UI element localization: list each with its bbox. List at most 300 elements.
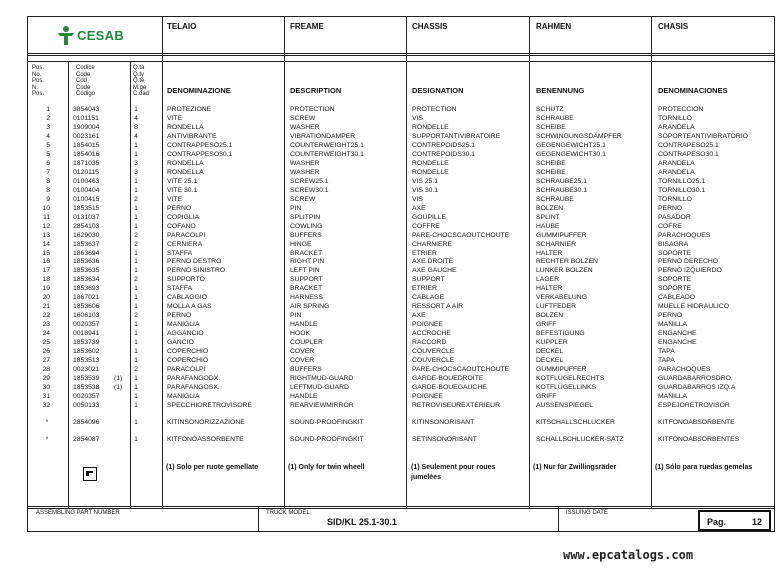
cell-en: SCREW25.1 — [290, 177, 329, 185]
cell-fr: VIS — [412, 114, 423, 122]
cell-en: BRACKET — [290, 285, 323, 293]
cell-code: 0023021 — [73, 366, 100, 374]
table-row — [28, 249, 776, 258]
cell-en: SCREW30.1 — [290, 186, 329, 194]
code-header: Codice Code Cod Code Código — [76, 65, 96, 98]
cell-es: CONTRAPESO30.1 — [658, 150, 719, 158]
cell-qty: 1 — [134, 222, 138, 230]
table-row — [28, 141, 776, 150]
manual-book-icon — [83, 467, 97, 481]
cell-code: 1853602 — [73, 348, 100, 356]
cell-code: 1871035 — [73, 159, 100, 167]
cell-en: COUPLER — [290, 339, 323, 347]
cell-note: (1) — [114, 384, 123, 392]
sheet-footer — [27, 506, 775, 532]
cell-qty: 1 — [134, 401, 138, 409]
cell-it: STAFFA — [167, 285, 193, 293]
table-row — [28, 195, 776, 204]
cell-es: PROTECCION — [658, 106, 704, 113]
cell-it: CABLAGGIO — [167, 294, 208, 302]
cell-it: PROTEZIONE — [167, 106, 212, 113]
cesab-logo — [56, 25, 134, 49]
cell-es: ARANDELA — [658, 168, 695, 176]
cell-de: GEGENGEWICHT25.1 — [536, 141, 606, 149]
table-row — [28, 320, 776, 329]
cell-it: SUPPORTO — [167, 276, 205, 284]
cell-de: HAUBE — [536, 222, 560, 230]
cell-qty: 1 — [134, 106, 138, 113]
cell-code: 0023161 — [73, 132, 100, 140]
cell-fr: COUVERCLE — [412, 348, 455, 356]
qty-header: Q.tà Q.ty Q.té M.ge C.dad — [133, 65, 150, 98]
cell-en: HARNESS — [290, 294, 323, 302]
footnote-fr: (1) Seulement pour roues jumelées — [411, 464, 496, 481]
cell-es: SOPORTEANTIVIBRATORIO — [658, 132, 748, 140]
cell-code: 1853539 — [73, 375, 100, 383]
cell-it: COPIGLIA — [167, 213, 200, 221]
cell-qty: 1 — [134, 186, 138, 194]
cell-fr: AXE GAUCHE — [412, 267, 457, 275]
cell-es: ENGANCHE — [658, 339, 697, 347]
cell-code: 1853635 — [73, 267, 100, 275]
cell-code: 1853606 — [73, 303, 100, 311]
cell-es: PERNO DERECHO — [658, 258, 719, 266]
cell-fr: AXE — [412, 312, 426, 320]
table-row — [28, 311, 776, 320]
cell-it: CONTRAPPESO25.1 — [167, 141, 233, 149]
cell-qty: 2 — [134, 195, 138, 203]
cell-de: GUMMIPUFFER — [536, 231, 587, 239]
table-row — [28, 204, 776, 213]
cell-pos: 31 — [42, 393, 50, 400]
table-row — [28, 132, 776, 141]
cell-es: TAPA — [658, 348, 675, 356]
cell-de: BOLZEN — [536, 204, 564, 212]
cell-code: 0050133 — [73, 401, 100, 409]
cell-pos: 14 — [42, 240, 50, 248]
cell-pos: 22 — [42, 312, 50, 320]
cell-it: PARACOLPI — [167, 366, 206, 374]
table-row — [28, 123, 776, 132]
cell-es: SOPORTE — [658, 285, 692, 293]
cell-en: WASHER — [290, 123, 320, 131]
cell-pos: 25 — [42, 339, 50, 347]
cell-fr: AXE — [412, 204, 426, 212]
cell-code: 0131037 — [73, 213, 100, 221]
cell-pos: 8 — [46, 177, 50, 185]
cell-en: SCREW — [290, 195, 316, 203]
table-row — [28, 356, 776, 365]
table-row — [28, 231, 776, 240]
header-divider-3 — [28, 61, 774, 62]
cell-it: VITE — [167, 114, 183, 122]
watermark: www.epcatalogs.com — [563, 548, 694, 562]
cell-code: 1853513 — [73, 357, 100, 365]
table-row — [28, 293, 776, 302]
cell-code: 1863694 — [73, 249, 100, 257]
table-row — [28, 105, 776, 114]
table-row — [28, 383, 776, 392]
cell-es: GUARDABARROS IZQ.A — [658, 384, 736, 392]
cell-fr: POIGNEE — [412, 321, 443, 329]
cell-de: HALTER — [536, 249, 563, 257]
cell-qty: 1 — [134, 357, 138, 365]
cell-fr: SUPPORT — [412, 276, 445, 284]
cell-fr: RONDELLE — [412, 168, 449, 176]
cell-code: 1606103 — [73, 312, 100, 320]
cell-de: BEFESTIGUNG — [536, 330, 585, 338]
table-row — [28, 275, 776, 284]
cell-es: TORNILLO — [658, 114, 692, 122]
cell-de: SCHRAUBE — [536, 195, 574, 203]
cell-en: COVER — [290, 348, 315, 356]
cell-qty: 1 — [134, 339, 138, 347]
cell-qty: 8 — [134, 123, 138, 131]
cell-de: LUFTFEDER — [536, 303, 577, 311]
cell-fr: GARDE-BOUEDROITE — [412, 375, 484, 383]
cell-de: KOTFLÜGELLINKS — [536, 384, 597, 392]
cell-code: 0020357 — [73, 321, 100, 329]
cell-de: AUSSENSPIEGEL — [536, 401, 594, 409]
cell-de: HALTER — [536, 285, 563, 293]
cell-it: RONDELLA — [167, 159, 204, 167]
lang-french: CHASSIS — [412, 22, 448, 31]
cell-en: WASHER — [290, 159, 320, 167]
cell-it: VITE — [167, 195, 183, 203]
header-divider — [28, 53, 774, 54]
cell-pos: 7 — [46, 168, 50, 176]
cell-de: SCHEIBE — [536, 123, 566, 131]
cell-pos: 10 — [42, 204, 50, 212]
cell-code: 1909004 — [73, 123, 100, 131]
cell-fr: RESSORT A AIR — [412, 303, 464, 311]
cell-qty: 2 — [134, 231, 138, 239]
cell-fr: RONDELLE — [412, 159, 449, 167]
footer-divider-1 — [258, 507, 259, 531]
cell-en: VIBRATIONDAMPER — [290, 132, 356, 140]
cell-it: PERNO — [167, 312, 192, 320]
cell-qty: 1 — [134, 294, 138, 302]
cell-code: 1853515 — [73, 204, 100, 212]
cell-it: VITE 25.1 — [167, 177, 198, 185]
cell-code: 1867021 — [73, 294, 100, 302]
cell-fr: AXE DROITE — [412, 258, 454, 266]
table-row — [28, 266, 776, 275]
cell-pos: 28 — [42, 366, 50, 374]
cell-es: ENGANCHE — [658, 330, 697, 338]
cell-code: 1853538 — [73, 384, 100, 392]
cell-de: VERKABELUNG — [536, 294, 587, 302]
cell-de: GRIFF — [536, 321, 557, 329]
footnote-it: (1) Solo per ruote gemellate — [166, 464, 259, 471]
cell-de: SCHEIBE — [536, 168, 566, 176]
cell-pos: 17 — [42, 267, 50, 275]
header-divider-2 — [28, 55, 774, 56]
footnote-de: (1) Nur für Zwillingsräder — [533, 464, 617, 471]
lang-german: RAHMEN — [536, 22, 572, 31]
denomination-header-de: BENENNUNG — [536, 86, 585, 95]
cell-it: ANTIVIBRANTE — [167, 132, 217, 140]
cell-code: 0120115 — [73, 168, 99, 176]
cell-fr: GARDE-BOUEGAUCHE — [412, 384, 487, 392]
cell-de: SCHWINGUNGSDÄMPFER — [536, 132, 622, 140]
cell-it: SPECCHIORETROVISORE — [167, 401, 252, 409]
cell-qty: 3 — [134, 159, 138, 167]
cell-pos: 18 — [42, 276, 50, 284]
cell-en: COUNTERWEIGHT25.1 — [290, 141, 364, 149]
table-row — [28, 114, 776, 123]
cell-es: CONTRAPESO25.1 — [658, 141, 719, 149]
table-row — [28, 374, 776, 383]
cell-es: SOPORTE — [658, 249, 692, 257]
cell-fr: CABLAGE — [412, 294, 445, 302]
cell-es: MANILLA — [658, 393, 688, 400]
cell-fr: GOUPILLE — [412, 213, 446, 221]
table-row — [28, 302, 776, 311]
footnote-en: (1) Only for twin wheell — [288, 464, 365, 471]
cell-fr: SUPPORTANTIVIBRATOIRE — [412, 132, 501, 140]
cell-en: SPLITPIN — [290, 213, 321, 221]
footnote-es: (1) Sólo para ruedas gemelas — [655, 464, 753, 471]
cell-qty: 1 — [134, 141, 138, 149]
cell-it: VITE 30.1 — [167, 186, 198, 194]
table-row — [28, 168, 776, 177]
cell-fr: PROTECTION — [412, 106, 457, 113]
cell-en: HANDLE — [290, 321, 318, 329]
cell-code: 1853693 — [73, 285, 100, 293]
lang-english: FREAME — [290, 22, 324, 31]
cell-es: PERNO — [658, 312, 683, 320]
footer-divider-2 — [558, 507, 559, 531]
cell-note: (1) — [114, 375, 123, 383]
cell-de: SCHRAUBE30.1 — [536, 186, 587, 194]
cell-en: BUFFERS — [290, 366, 322, 374]
cell-code: 1853636 — [73, 258, 100, 266]
table-row — [28, 240, 776, 249]
cell-qty: 1 — [134, 177, 138, 185]
cell-pos: 29 — [42, 375, 50, 383]
cell-pos: 30 — [42, 384, 50, 392]
cell-qty: 4 — [134, 114, 138, 122]
cell-en: WASHER — [290, 168, 320, 176]
cell-es: GUARDABARROSDRO. — [658, 375, 733, 383]
cell-code: 0100463 — [73, 177, 100, 185]
cell-code: 0018941 — [73, 330, 100, 338]
cell-es: PARACHOQUES — [658, 366, 711, 374]
cell-it: PERNO SINISTRO — [167, 267, 226, 275]
cell-de: SCHEIBE — [536, 159, 566, 167]
cell-en: SCREW — [290, 114, 316, 122]
cell-fr: VIS — [412, 195, 423, 203]
cell-it: PARAFANGOSX. — [167, 384, 220, 392]
cell-en: COUNTERWEIGHT30.1 — [290, 150, 364, 158]
cell-qty: 1 — [134, 285, 138, 293]
cell-en: COVER — [290, 357, 315, 365]
cell-es: TORNILLO30.1 — [658, 186, 706, 194]
cell-code: 1853637 — [73, 240, 100, 248]
cell-es: ARANDELA — [658, 159, 695, 167]
cell-pos: 27 — [42, 357, 50, 365]
cell-fr: PARE-CHOCSCAOUTCHOUTE — [412, 366, 510, 374]
cell-qty: 1 — [134, 150, 138, 158]
cell-de: GUMMIPUFFER — [536, 366, 587, 374]
cell-fr: ACCROCHE — [412, 330, 451, 338]
cell-qty: 1 — [134, 393, 138, 400]
pos-header: Pos. No. Pos. N. Pos. — [32, 65, 45, 98]
cell-it: COPERCHIO — [167, 357, 209, 365]
cell-en: HOOK — [290, 330, 311, 338]
cell-en: RIGHTMUD-GUARD — [290, 375, 354, 383]
cell-es: PERNO — [658, 204, 683, 212]
truck-model-label: TRUCK MODEL — [266, 510, 310, 516]
cell-en: REARVIEWMIRROR — [290, 401, 354, 409]
cell-pos: 9 — [46, 195, 50, 203]
cell-en: PROTECTION — [290, 106, 335, 113]
cell-code: 1854015 — [73, 141, 100, 149]
table-row — [28, 338, 776, 347]
table-row — [28, 401, 776, 410]
cell-es: MUELLE HIDRAULICO — [658, 303, 730, 311]
table-row — [28, 222, 776, 231]
cell-it: MOLLA A GAS — [167, 303, 212, 311]
cell-it: PARAFANGODX. — [167, 375, 221, 383]
cell-it: CONTRAPPESO30.1 — [167, 150, 233, 158]
cell-pos: 2 — [46, 114, 50, 122]
cell-it: PARACOLPI — [167, 231, 206, 239]
cell-fr: VIS 30.1 — [412, 186, 439, 194]
cell-qty: 1 — [134, 267, 138, 275]
kit-row: * 2854096 1 KITINSONORIZZAZIONE SOUND-PROOFINGKIT KITINSONORISANT KITSCHALLSCHLUCKER KITFONOABSORBENTE — [45, 419, 735, 426]
cell-code: 3854043 — [73, 106, 100, 113]
cell-de: DECKEL — [536, 357, 564, 365]
cell-fr: COUVERCLE — [412, 357, 455, 365]
cell-qty: 1 — [134, 348, 138, 356]
cell-code: 1629030 — [73, 231, 100, 239]
brand-name: CESAB — [77, 28, 125, 43]
cell-pos: 3 — [46, 123, 50, 131]
cell-it: AGGANCIO — [167, 330, 204, 338]
denomination-header-it: DENOMINAZIONE — [167, 86, 231, 95]
cell-de: DECKEL — [536, 348, 564, 356]
cell-qty: 1 — [134, 375, 138, 383]
cell-it: CERNIERA — [167, 240, 203, 248]
page-number: 12 — [751, 517, 762, 527]
cell-it: MANIGLIA — [167, 321, 200, 329]
cell-en: BUFFERS — [290, 231, 322, 239]
cell-qty: 1 — [134, 330, 138, 338]
cell-fr: VIS 25.1 — [412, 177, 439, 185]
cell-pos: 5 — [46, 150, 50, 158]
cell-qty: 1 — [134, 258, 138, 266]
table-row — [28, 186, 776, 195]
cell-it: GANCIO — [167, 339, 194, 347]
cell-code: 0100404 — [73, 186, 100, 194]
cell-code: 2854103 — [73, 222, 100, 230]
table-row — [28, 347, 776, 356]
cell-de: SCHUTZ — [536, 106, 564, 113]
page-label: Pag. — [707, 517, 727, 527]
cell-code: 0020357 — [73, 393, 100, 400]
cell-de: KUPPLER — [536, 339, 568, 347]
cell-code: 1854016 — [73, 150, 100, 158]
cell-qty: 4 — [134, 132, 138, 140]
cell-qty: 2 — [134, 276, 138, 284]
cell-pos: 5 — [46, 141, 50, 149]
cell-pos: 15 — [42, 249, 50, 257]
cell-es: TORNILLO25.1 — [658, 177, 706, 185]
cell-pos: 19 — [42, 285, 50, 293]
cell-es: PASADOR — [658, 213, 691, 221]
cell-fr: COFFRE — [412, 222, 440, 230]
cell-en: PIN — [290, 204, 302, 212]
cell-code: 1853634 — [73, 276, 100, 284]
page-number-box — [698, 510, 771, 531]
cell-es: ESPEJORETROVISOR — [658, 401, 730, 409]
cell-it: PERNO DESTRO — [167, 258, 222, 266]
cell-fr: RACCORD — [412, 339, 447, 347]
cell-es: CABLEADO — [658, 294, 696, 302]
cell-qty: 3 — [134, 168, 138, 176]
cell-fr: CONTREPOIDS25.1 — [412, 141, 476, 149]
cell-it: PERNO — [167, 204, 192, 212]
cell-en: LEFTMUD-GUARD — [290, 384, 349, 392]
table-row — [28, 177, 776, 186]
cell-qty: 1 — [134, 384, 138, 392]
cell-es: PARACHOQUES — [658, 231, 711, 239]
cell-fr: POIGNEE — [412, 393, 443, 400]
cell-es: TAPA — [658, 357, 675, 365]
table-row — [28, 213, 776, 222]
cell-fr: PARE-CHOCSCAOUTCHOUTE — [412, 231, 510, 239]
cell-fr: RONDELLE — [412, 123, 449, 131]
table-row — [28, 159, 776, 168]
assembling-part-number-label: ASSEMBLING PART NUMBER — [36, 510, 120, 516]
cell-pos: 32 — [42, 401, 50, 409]
cell-qty: 1 — [134, 213, 138, 221]
cell-en: LEFT PIN — [290, 267, 320, 275]
cell-en: RIGHT PIN — [290, 258, 325, 266]
cell-de: GRIFF — [536, 393, 557, 400]
cell-qty: 1 — [134, 204, 138, 212]
cell-es: PERNO IZQUIERDO — [658, 267, 722, 275]
cell-de: SCHARNIER — [536, 240, 577, 248]
cell-pos: 21 — [42, 303, 50, 311]
cell-es: COFRE — [658, 222, 682, 230]
cell-fr: CHARNIERE — [412, 240, 453, 248]
cell-pos: 24 — [42, 330, 50, 338]
cell-qty: 1 — [134, 249, 138, 257]
lang-italian: TELAIO — [167, 22, 197, 31]
cell-es: ARANDELA — [658, 123, 695, 131]
cell-it: COFANO — [167, 222, 196, 230]
cell-es: BISAGRA — [658, 240, 689, 248]
table-row — [28, 284, 776, 293]
cell-en: HINGE — [290, 240, 312, 248]
cesab-figure-icon — [56, 25, 76, 47]
parts-table — [28, 105, 776, 410]
cell-qty: 2 — [134, 366, 138, 374]
table-row — [28, 257, 776, 266]
denomination-header-fr: DESIGNATION — [412, 86, 464, 95]
cell-en: SUPPORT — [290, 276, 323, 284]
cell-pos: 16 — [42, 258, 50, 266]
cell-fr: RETROVISEUREXTERIEUR — [412, 401, 500, 409]
cell-it: COPERCHIO — [167, 348, 209, 356]
cell-fr: CONTREPOIDS30.1 — [412, 150, 476, 158]
cell-en: PIN — [290, 312, 302, 320]
issuing-date-label: ISSUING DATE — [566, 510, 608, 516]
denomination-header-en: DESCRIPTION — [290, 86, 342, 95]
